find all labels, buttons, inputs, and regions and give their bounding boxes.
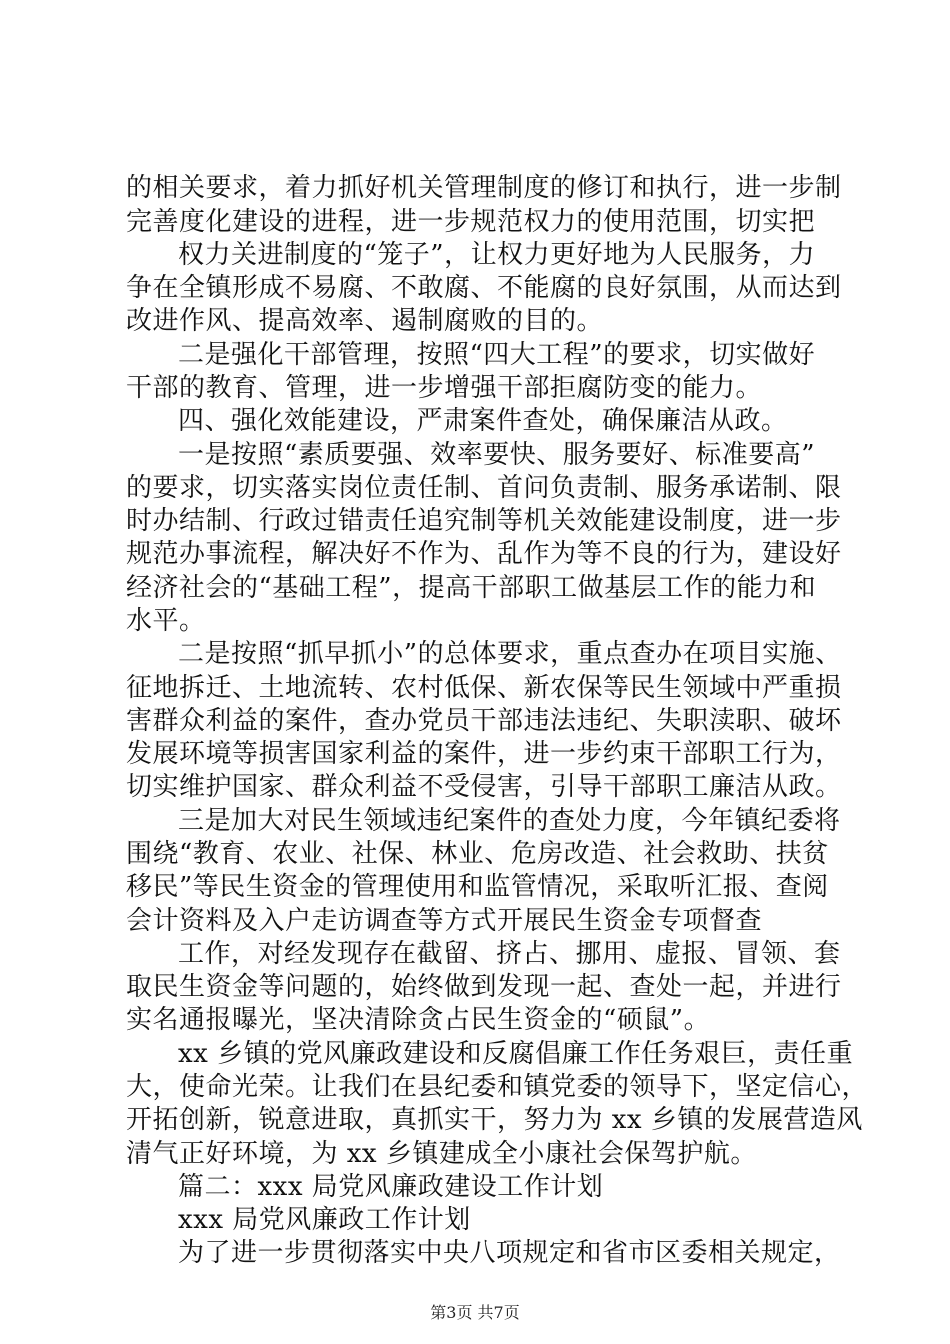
section-heading: 四、强化效能建设，严肃案件查处，确保廉洁从政。 [178, 406, 788, 436]
text-line: 开拓创新，锐意进取，真抓实干，努力为 xx 乡镇的发展营造风 [126, 1105, 863, 1135]
text-line: 时办结制、行政过错责任追究制等机关效能建设制度，进一步 [126, 506, 842, 536]
text-line: 水平。 [126, 606, 206, 636]
text-line: 害群众利益的案件，查办党员干部违法违纪、失职渎职、破坏 [126, 706, 842, 736]
text-line: 干部的教育、管理，进一步增强干部拒腐防变的能力。 [126, 373, 763, 403]
text-line: 的相关要求，着力抓好机关管理制度的修订和执行，进一步制 [126, 173, 842, 203]
text-line: 取民生资金等问题的，始终做到发现一起、查处一起，并进行 [126, 972, 842, 1002]
text-line: 实名通报曝光，坚决清除贪占民生资金的“硕鼠”。 [126, 1005, 711, 1035]
text-line: 一是按照“素质要强、效率要快、服务要好、标准要高” [178, 440, 816, 470]
text-line: 工作，对经发现存在截留、挤占、挪用、虚报、冒领、套 [178, 939, 841, 969]
text-line: 二是按照“抓早抓小”的总体要求，重点查办在项目实施、 [178, 639, 842, 669]
article-subtitle: xxx 局党风廉政工作计划 [178, 1205, 471, 1235]
text-line: 规范办事流程，解决好不作为、乱作为等不良的行为，建设好 [126, 539, 842, 569]
text-line: 三是加大对民生领域违纪案件的查处力度，今年镇纪委将 [178, 806, 841, 836]
text-line: 完善度化建设的进程，进一步规范权力的使用范围，切实把 [126, 207, 816, 237]
text-line: 争在全镇形成不易腐、不敢腐、不能腐的良好氛围，从而达到 [126, 273, 842, 303]
text-line: 清气正好环境，为 xx 乡镇建成全小康社会保驾护航。 [126, 1139, 757, 1169]
text-line: 经济社会的“基础工程”，提高干部职工做基层工作的能力和 [126, 573, 817, 603]
text-line: 发展环境等损害国家利益的案件，进一步约束干部职工行为， [126, 739, 842, 769]
text-line: 权力关进制度的“笼子”，让权力更好地为人民服务，力 [178, 240, 816, 270]
text-line: xx 乡镇的党风廉政建设和反腐倡廉工作任务艰巨，责任重 [178, 1039, 854, 1069]
text-line: 征地拆迁、土地流转、农村低保、新农保等民生领域中严重损 [126, 673, 842, 703]
text-line: 大，使命光荣。让我们在县纪委和镇党委的领导下，坚定信心， [126, 1072, 869, 1102]
text-line: 改进作风、提高效率、遏制腐败的目的。 [126, 306, 604, 336]
text-line: 的要求，切实落实岗位责任制、首问负责制、服务承诺制、限 [126, 473, 842, 503]
text-line: 会计资料及入户走访调查等方式开展民生资金专项督查 [126, 906, 763, 936]
text-line: 围绕“教育、农业、社保、林业、危房改造、社会救助、扶贫 [126, 839, 829, 869]
page-footer: 第3页 共7页 [430, 1303, 520, 1322]
article-heading: 篇二：xxx 局党风廉政建设工作计划 [178, 1172, 604, 1202]
text-line: 二是强化干部管理，按照“四大工程”的要求，切实做好 [178, 340, 816, 370]
text-line: 为了进一步贯彻落实中央八项规定和省市区委相关规定， [178, 1238, 841, 1268]
text-line: 移民”等民生资金的管理使用和监管情况，采取听汇报、查阅 [126, 872, 829, 902]
text-line: 切实维护国家、群众利益不受侵害，引导干部职工廉洁从政。 [126, 772, 842, 802]
